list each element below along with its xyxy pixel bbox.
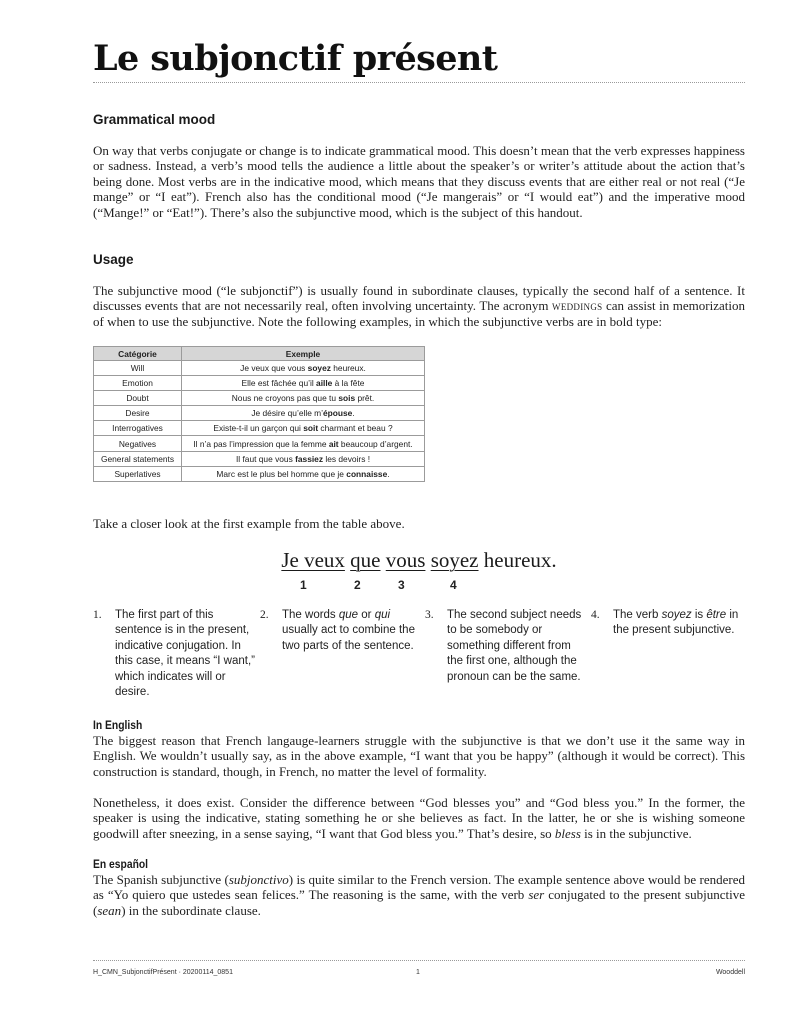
subjunctive-verb: soyez [307,363,331,374]
table-row [94,466,425,481]
table-cell-category: Desire [94,406,182,421]
table-row [94,391,425,406]
table-row [94,376,425,391]
note-4 [591,608,745,639]
example-text-before: Je veux que vous [240,363,308,374]
sentence-word-4: soyez [430,548,479,572]
subjunctive-verb: aille [316,378,333,389]
en-espanol-t4: ) in the subordinate clause. [121,902,261,918]
table-header-row [94,347,425,361]
in-english-p2-after: is in the subjunctive. [580,825,692,841]
note-3-text: The second subject needs to be somebody or something different from the first one, although the pronoun can be the same. [447,609,582,683]
en-espanol-t1: The Spanish subjunctive ( [93,872,229,887]
sentence-number-2: 2 [354,578,361,592]
en-espanol-em3: sean [97,902,122,918]
note-2-number: 2. [260,609,269,621]
table-cell-example [182,376,425,391]
usage-text-before: The subjunctive mood (“le subjonctif”) is usually found in subordinate clauses, typically the second half of a sentence. It discusses events that are not necessarily real, often involving uncertainty. The acronym [93,283,745,314]
en-espanol-em1: subjonctivo [228,872,289,887]
table-cell-category: Superlatives [94,466,182,481]
section-heading-grammatical-mood: Grammatical mood [93,112,216,127]
example-text-after: à la fête [332,378,365,389]
example-text-after: beaucoup d’argent. [338,438,413,449]
note-1-number: 1. [93,609,102,621]
note-4-em-soyez: soyez [661,609,692,621]
table-row [94,436,425,451]
note-4-pre: The verb [613,609,662,621]
table-cell-example [182,406,425,421]
table-row [94,406,425,421]
example-text-before: Il faut que vous [235,453,296,464]
table-cell-category: General statements [94,451,182,466]
header-categorie: Catégorie [94,347,182,361]
subjunctive-verb: épouse [323,408,353,419]
sentence-number-3: 3 [398,578,405,592]
subjunctive-examples-table [93,346,425,482]
header-exemple: Exemple [182,347,425,361]
table-cell-example [182,421,425,436]
note-4-number: 4. [591,609,600,621]
example-sentence [93,548,745,573]
table-cell-example [182,361,425,376]
note-2-mid: or [358,609,375,621]
en-espanol-paragraph [93,872,745,918]
example-text-after: les devoirs ! [323,453,371,464]
example-text-after: prêt. [355,393,375,404]
table-cell-example [182,466,425,481]
table-cell-category: Negatives [94,436,182,451]
example-text-after: heureux. [330,363,366,374]
table-cell-category: Will [94,361,182,376]
page [93,0,745,1024]
example-text-before: Je désire qu’elle m’ [251,408,324,419]
table-cell-example [182,436,425,451]
section-heading-en-espanol: En español [93,857,149,871]
footer-divider [93,960,745,961]
grammatical-mood-paragraph: On way that verbs conjugate or change is to indicate grammatical mood. This doesn’t mean that the verb expresses happiness or sadness. Instead, a verb’s mood tells the audience a little about the speaker’s or writer’s attitude about the action that’s being done. Most verbs are in the indicative mood, which means that they discuss events that are either real or not real (“Je mange” or “I eat”). French also has the conditional mood (“Je mangerais” or “I would eat”) and the imperative mood (“Mange!” or “Eat!”). There’s also the subjunctive mood, which is the subject of this handout. [93,143,745,220]
en-espanol-t2: ) is quite similar to the French version. The example sentence above would be rendered as “Yo quiero que ustedes sean felices.” The reasoning is the same, with the verb [93,872,745,903]
note-2-em-que: que [338,609,359,621]
example-text-before: Il n’a pas l’impression que la femme [193,438,329,449]
subjunctive-verb: sois [338,393,356,404]
example-text-after: . [352,408,355,419]
section-heading-in-english: In English [93,718,143,732]
usage-text-after: can assist in memorization of when to use the subjunctive. Note the following examples, in which the subjunctive verbs are in bold type: [93,298,745,329]
subjunctive-verb: soit [303,423,319,434]
page-title: Le subjonctif présent [93,38,498,79]
subjunctive-verb: fassiez [295,453,324,464]
example-text-before: Marc est le plus bel homme que je [216,468,347,479]
example-text-after: . [387,468,390,479]
note-2-post: usually act to combine the two parts of the sentence. [282,624,415,652]
subjunctive-verb: ait [328,438,339,449]
table-row [94,421,425,436]
en-espanol-t3: conjugated to the present subjunctive ( [93,887,745,918]
sentence-word-5: heureux. [483,548,557,572]
footer-document-id: H_CMN_SubjonctifPrésent · 20200114_0851 [93,969,233,976]
table-cell-category: Interrogatives [94,421,182,436]
note-4-em-etre: être [706,609,727,621]
note-4-mid: is [691,609,707,621]
in-english-paragraph-1: The biggest reason that French langauge-learners struggle with the subjunctive is that we don’t use it the same way in English. We wouldn’t usually say, as in the above example, “I want that you be happy” (although it would be correct). This construction is standard, though, in French, no matter the level of formality. [93,733,745,779]
sentence-word-2: que [350,548,381,572]
section-heading-usage: Usage [93,252,134,267]
closer-look-text: Take a closer look at the first example from the table above. [93,516,405,531]
sentence-word-3: vous [385,548,426,572]
table-cell-example [182,451,425,466]
note-1 [93,608,261,700]
table-row [94,451,425,466]
table-cell-example [182,391,425,406]
table-row [94,361,425,376]
sentence-word-1: Je veux [281,548,345,572]
footer-page-number: 1 [416,969,420,976]
footer-author: Wooddell [715,969,745,976]
en-espanol-em2: ser [528,887,545,903]
usage-paragraph [93,283,745,329]
note-2-pre: The words [282,609,339,621]
note-2-em-qui: qui [374,609,391,621]
title-divider [93,82,745,83]
example-text-before: Nous ne croyons pas que tu [231,393,339,404]
note-2 [260,608,422,654]
example-text-before: Existe-t-il un garçon qui [213,423,304,434]
example-text-after: charmant et beau ? [318,423,393,434]
weddings-acronym: weddings [552,298,603,314]
sentence-number-4: 4 [450,578,457,592]
note-3-number: 3. [425,609,434,621]
table-cell-category: Doubt [94,391,182,406]
in-english-paragraph-2 [93,795,745,841]
in-english-p2-em: bless [554,825,581,841]
note-4-post: in the present subjunctive. [613,609,739,637]
note-1-text: The first part of this sentence is in the present, indicative conjugation. In this case, it means “I want,” which indicates will or desire. [115,609,255,699]
example-text-before: Elle est fâchée qu’il [241,378,317,389]
in-english-p2-before: Nonetheless, it does exist. Consider the difference between “God blesses you” and “God bless you.” In the former, the speaker is using the indicative, stating something he or she believes as fact. In the latter, he or she is wishing someone goodwill after sneezing, in a sense saying, “I want that God bless you.” That’s desire, so [93,795,745,841]
note-3 [425,608,583,685]
table-cell-category: Emotion [94,376,182,391]
table-body [94,361,425,482]
subjunctive-verb: connaisse [346,468,388,479]
sentence-number-1: 1 [300,578,307,592]
